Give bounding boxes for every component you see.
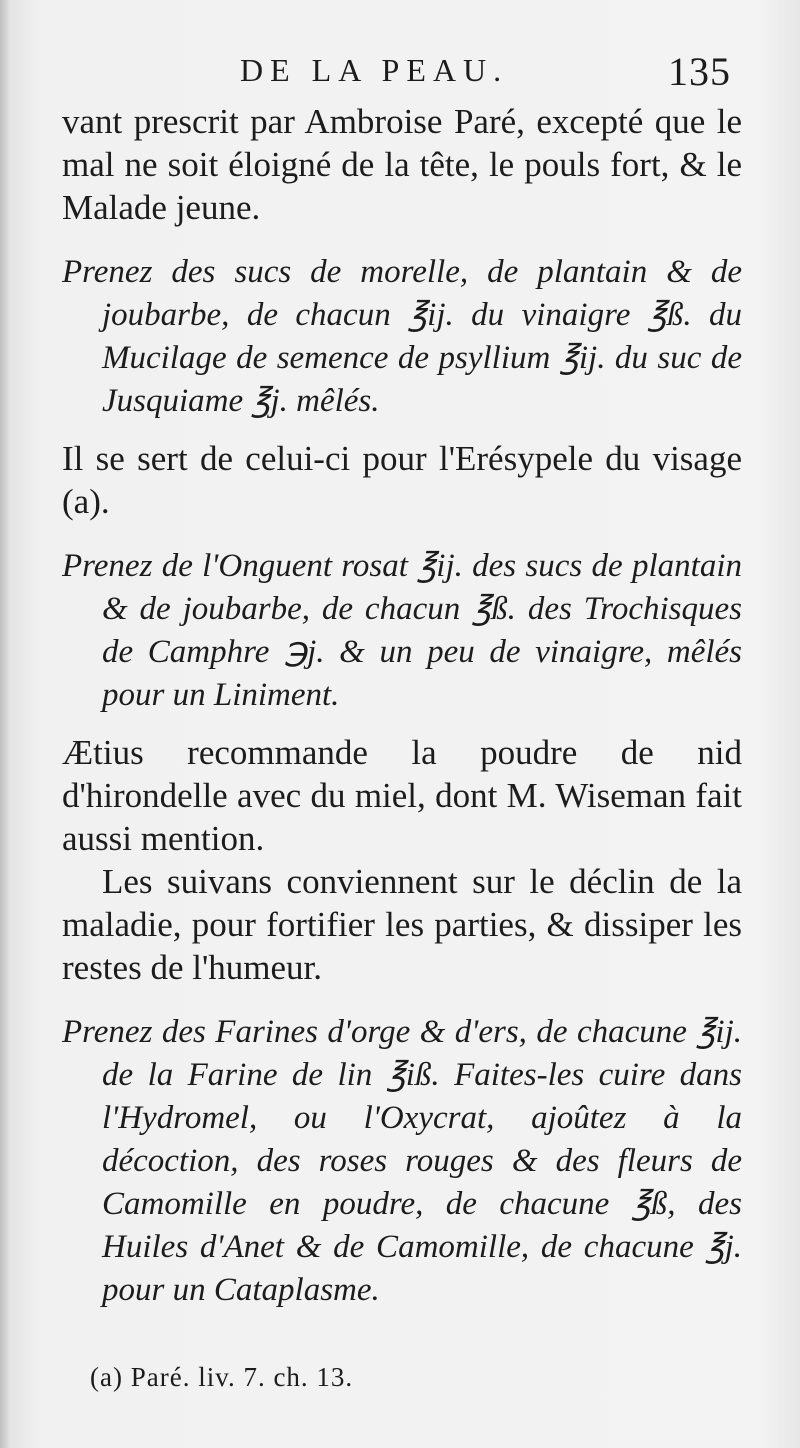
paragraph-3: Ætius recommande la poudre de nid d'hirondelle avec du miel, dont M. Wiseman fait aussi mention. xyxy=(62,733,742,858)
footnote: (a) Paré. liv. 7. ch. 13. xyxy=(90,1362,354,1392)
recipe-2: Prenez de l'Onguent rosat ℥ij. des sucs de plantain & de joubarbe, de chacun ℥ß. des Trochisques de Camphre ℈j. & un peu de vinaigre, mêlés pour un Liniment. xyxy=(62,548,742,713)
page-header xyxy=(0,49,800,98)
paragraph-4: Les suivans conviennent sur le déclin de la maladie, pour fortifier les parties, & dissiper les restes de l'humeur. xyxy=(62,862,742,987)
page-body xyxy=(62,100,742,1312)
page-number: 135 xyxy=(668,49,731,94)
recipe-3: Prenez des Farines d'orge & d'ers, de chacune ℥ij. de la Farine de lin ℥iß. Faites-les cuire dans l'Hydromel, ou l'Oxycrat, ajoûtez à la décoction, des roses rouges & des fleurs de Camomille en poudre, de chacune ℥ß, des Huiles d'Anet & de Camomille, de chacune ℥j. pour un Cataplasme. xyxy=(62,1014,742,1308)
paragraph-1: vant prescrit par Ambroise Paré, excepté que le mal ne soit éloigné de la tête, le pouls fort, & le Malade jeune. xyxy=(62,102,742,227)
paragraph-2: Il se sert de celui-ci pour l'Erésypele du visage (a). xyxy=(62,439,742,521)
recipe-1: Prenez des sucs de morelle, de plantain & de joubarbe, de chacun ℥ij. du vinaigre ℥ß. du Mucilage de semence de psyllium ℥ij. du suc de Jusquiame ℥j. mêlés. xyxy=(62,254,742,419)
running-title: DE LA PEAU. xyxy=(240,52,509,88)
